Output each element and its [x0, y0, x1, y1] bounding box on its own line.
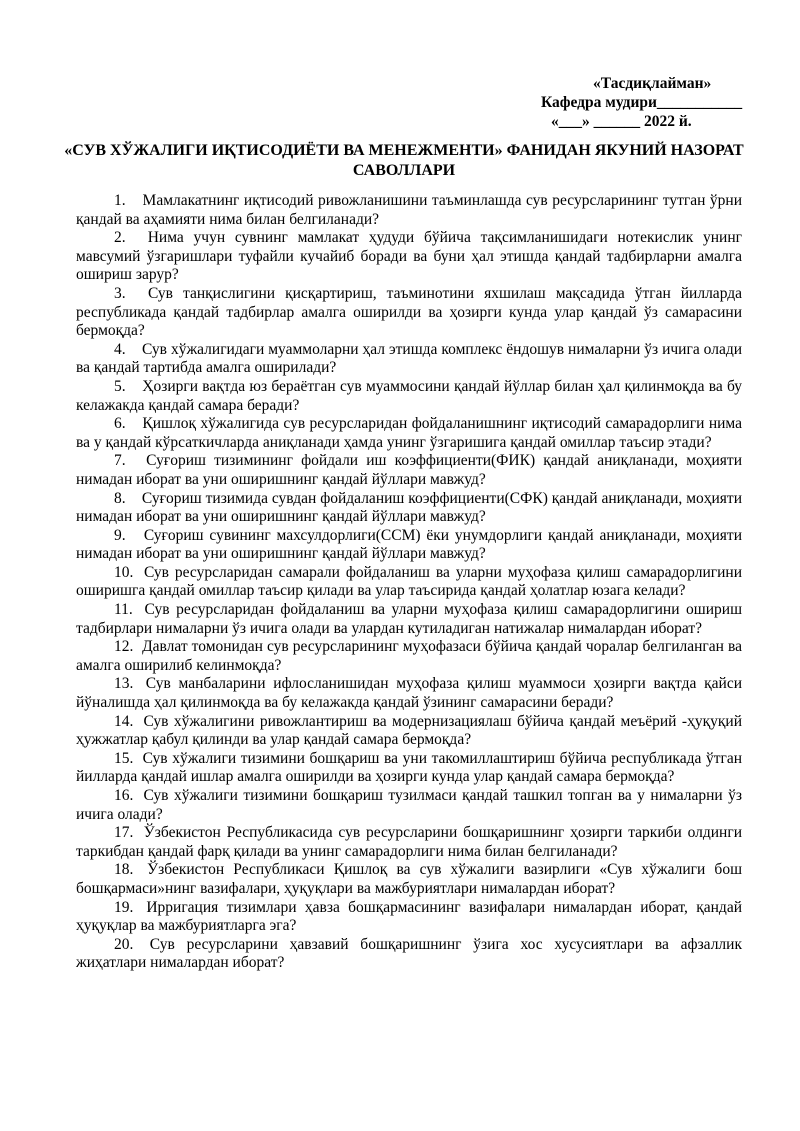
question-number: 1. — [114, 192, 126, 209]
question-number: 11. — [114, 601, 133, 619]
question-item — [76, 527, 742, 564]
question-item — [76, 713, 742, 750]
question-text: Давлат томонидан сув ресурсларининг муҳофазаси бўйича қандай чоралар белгиланган ва амалга оширилиб келинмоқда? — [76, 638, 742, 674]
question-number: 7. — [114, 452, 126, 470]
question-number: 4. — [114, 340, 126, 358]
question-item — [76, 787, 742, 824]
question-text: Сув хўжалигини ривожлантириш ва модернизациялаш бўйича қандай меъёрий -ҳуқуқий ҳужжатлар қабул қилинди ва улар қандай самара бермоқда? — [76, 712, 742, 749]
question-text: Сув хўжалиги тизимини бошқариш тузилмаси қандай ташкил топган ва у нималарни ўз ичига олади? — [76, 787, 742, 823]
question-number: 5. — [114, 377, 126, 395]
department-head-line: Кафедра мудири___________ — [541, 94, 743, 111]
question-text: Ўзбекистон Республикасида сув ресурсларини бошқаришнинг ҳозирги таркиби олдинги таркибдан қандай фарқ қилади ва унинг самарадорлиги нима билан белгиланади? — [76, 824, 742, 860]
question-text: Сув ресурсларини ҳавзавий бошқаришнинг ўзига хос хусусиятлари ва афзаллик жиҳатлари нималардан иборат? — [76, 935, 742, 972]
question-number: 12. — [114, 638, 134, 656]
question-item — [76, 378, 742, 415]
question-text: Сув манбаларини ифлосланишидан муҳофаза қилиш муаммоси ҳозирги вақтда қайси йўналишда ҳал қилинмоқда ва бу келажакда қандай ўзининг самарасини беради? — [76, 675, 742, 712]
question-item — [76, 675, 742, 712]
approval-stamp — [541, 74, 771, 131]
question-item — [76, 415, 742, 452]
question-text: Мамлакатнинг иқтисодий ривожланишини таъминлашда сув ресурсларининг тутган ўрни қандай ва аҳамияти нима билан белгиланади? — [76, 192, 742, 228]
question-number: 2. — [114, 229, 126, 247]
document-title: «СУВ ХЎЖАЛИГИ ИҚТИСОДИЁТИ ВА МЕНЕЖМЕНТИ» ФАНИДАН ЯКУНИЙ НАЗОРАТ САВОЛЛАРИ — [64, 142, 744, 179]
question-item — [76, 899, 742, 936]
question-number: 13. — [114, 675, 134, 693]
question-item — [76, 861, 742, 898]
question-item — [76, 824, 742, 861]
question-number: 19. — [114, 898, 134, 916]
question-item — [76, 601, 742, 638]
question-item — [76, 936, 742, 973]
question-text: Суғориш тизимининг фойдали иш коэффициенти(ФИК) қандай аниқланади, моҳияти нимадан иборат ва уни оширишнинг қандай йўллари мавжуд? — [76, 452, 742, 488]
question-number: 17. — [114, 824, 134, 842]
question-text: Сув хўжалигидаги муаммоларни ҳал этишда комплекс ёндошув нималарни ўз ичига олади ва қандай тартибда амалга оширилади? — [76, 340, 743, 377]
question-number: 9. — [114, 526, 126, 544]
question-number: 16. — [114, 787, 134, 804]
question-text: Ҳозирги вақтда юз бераётган сув муаммосини қандай йўллар билан ҳал қилинмоқда ва бу келажакда қандай самара беради? — [76, 377, 742, 414]
question-item — [76, 490, 742, 527]
question-list — [76, 192, 743, 973]
question-item — [76, 564, 742, 601]
question-text: Қишлоқ хўжалигида сув ресурсларидан фойдаланишнинг иқтисодий самарадорлиги нима ва у қандай кўрсаткичларда аниқланади ҳамда унинг ўзгаришига қандай омиллар таъсир этади? — [76, 415, 742, 451]
question-number: 20. — [114, 935, 134, 953]
question-text: Суғориш сувининг махсулдорлиги(ССМ) ёки унумдорлиги қандай аниқланади, моҳияти нимадан иборат ва уни оширишнинг қандай йўллари мавжуд? — [76, 526, 743, 563]
approval-date-line: «___» ______ 2022 й. — [551, 113, 692, 130]
question-number: 14. — [114, 712, 134, 730]
question-text: Ирригация тизимлари ҳавза бошқармасининг вазифалари нималардан иборат, қандай ҳуқуқлар ва мажбуриятларга эга? — [76, 898, 742, 935]
approval-title: «Тасдиқлайман» — [593, 75, 712, 92]
question-text: Сув ресурсларидан фойдаланиш ва уларни муҳофаза қилиш самарадорлигини ошириш тадбирлари нималарни ўз ичига олади ва улардан кутиладиган натижалар нималардан иборат? — [76, 601, 743, 637]
question-number: 3. — [114, 284, 126, 302]
question-item — [76, 285, 742, 341]
question-item — [76, 750, 742, 787]
question-text: Сув хўжалиги тизимини бошқариш ва уни такомиллаштириш бўйича республикада ўтган йилларда қандай ишлар амалга оширилди ва ҳозирги кунда улар қандай самара бермоқда? — [76, 749, 743, 786]
question-number: 18. — [114, 861, 134, 879]
question-text: Сув танқислигини қисқартириш, таъминотини яхшилаш мақсадида ўтган йилларда республикада қандай тадбирлар амалга оширилди ва ҳозирги кунда улар қандай ўз самарасини бермоқда? — [76, 284, 743, 340]
question-item — [76, 452, 742, 489]
question-number: 15. — [114, 749, 134, 767]
question-item — [76, 638, 742, 675]
question-number: 10. — [114, 563, 134, 581]
question-number: 8. — [114, 489, 126, 507]
question-number: 6. — [114, 415, 126, 433]
question-item — [76, 341, 742, 378]
question-text: Сув ресурсларидан самарали фойдаланиш ва уларни муҳофаза қилиш самарадорлигини оширишга қандай омиллар таъсир қилади ва улар таъсирида қандай ҳолатлар юзага келади? — [76, 563, 743, 600]
question-item — [76, 192, 742, 229]
question-text: Суғориш тизимида сувдан фойдаланиш коэффициенти(СФК) қандай аниқланади, моҳияти нимадан иборат ва уни оширишнинг қандай йўллари мавжуд? — [76, 489, 742, 526]
question-item — [76, 229, 742, 285]
question-text: Нима учун сувнинг мамлакат ҳудуди бўйича тақсимланишидаги нотекислик унинг мавсумий ўзгаришлари туфайли кучайиб боради ва буни ҳал этишда қандай тадбирларни амалга ошириш зарур? — [76, 229, 742, 284]
question-text: Ўзбекистон Республикаси Қишлоқ ва сув хўжалиги вазирлиги «Сув хўжалиги бош бошқармаси»нинг вазифалари, ҳуқуқлари ва мажбуриятлари нималардан иборат? — [76, 861, 742, 897]
